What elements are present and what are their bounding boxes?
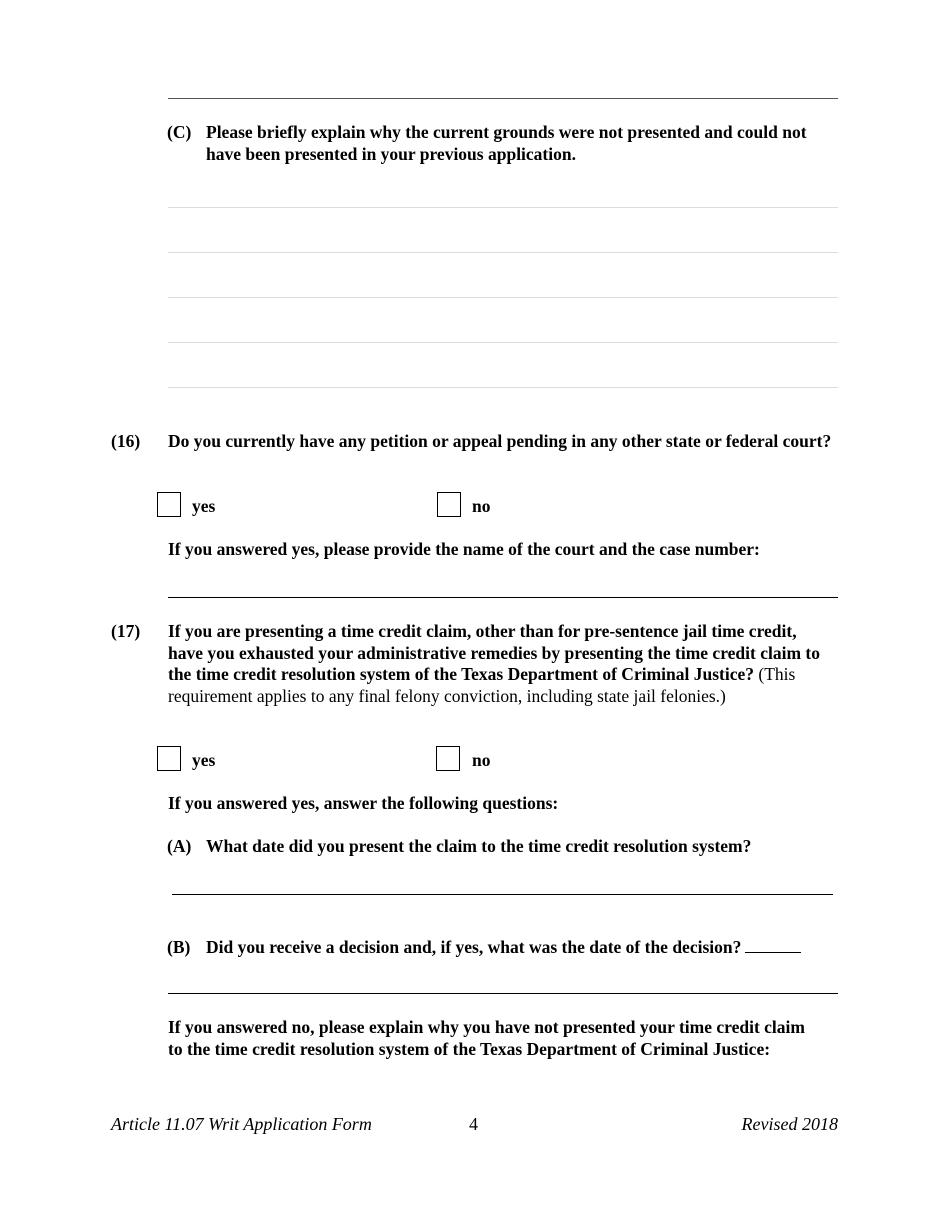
section-c-answer-line[interactable]	[168, 207, 838, 208]
q17-part-b-row	[206, 937, 838, 959]
q16-yes-checkbox[interactable]	[157, 492, 181, 517]
q16-no-label: no	[472, 496, 491, 516]
q17-followup: If you answered yes, answer the following questions:	[168, 793, 559, 813]
q17-part-b-answer-line[interactable]	[168, 993, 838, 994]
section-c-answer-line[interactable]	[168, 387, 838, 388]
q17-question-bold: If you are presenting a time credit claim, other than for pre-sentence jail time credit, have you exhausted your administrative remedies by presenting the time credit claim to the time credit resolution system of the Texas Department of Criminal Justice?	[168, 621, 820, 684]
section-c-answer-line[interactable]	[168, 297, 838, 298]
q17-part-a-answer-line[interactable]	[172, 894, 833, 895]
question-17-number: (17)	[111, 621, 141, 641]
q16-yes-label: yes	[192, 496, 216, 516]
q16-answer-line[interactable]	[168, 597, 838, 598]
question-16-text: Do you currently have any petition or appeal pending in any other state or federal court?	[168, 431, 832, 451]
section-c-question: Please briefly explain why the current grounds were not presented and could not have been presented in your previous application.	[206, 122, 807, 164]
top-answer-line	[168, 98, 838, 99]
q17-no-checkbox[interactable]	[436, 746, 460, 771]
section-c-answer-line[interactable]	[168, 252, 838, 253]
q17-part-b-question: Did you receive a decision and, if yes, what was the date of the decision?	[206, 937, 742, 957]
section-c-letter: (C)	[167, 122, 192, 142]
q17-part-a-letter: (A)	[167, 836, 192, 856]
question-17-text	[168, 621, 828, 707]
q17-no-followup: If you answered no, please explain why you have not presented your time credit claim to the time credit resolution system of the Texas Department of Criminal Justice:	[168, 1017, 805, 1059]
q17-yes-checkbox[interactable]	[157, 746, 181, 771]
q16-no-checkbox[interactable]	[437, 492, 461, 517]
q17-part-b-date-blank[interactable]	[745, 938, 801, 953]
footer-revision: Revised 2018	[741, 1114, 838, 1134]
q17-no-label: no	[472, 750, 491, 770]
question-16-number: (16)	[111, 431, 141, 451]
section-c-answer-line[interactable]	[168, 342, 838, 343]
q17-question-note: (This requirement applies to any final felony conviction, including state jail felonies.)	[168, 664, 796, 706]
footer-page-number: 4	[469, 1114, 478, 1134]
q16-followup: If you answered yes, please provide the name of the court and the case number:	[168, 539, 760, 559]
q17-part-b-letter: (B)	[167, 937, 191, 957]
q17-part-a-question: What date did you present the claim to the time credit resolution system?	[206, 836, 752, 856]
q17-yes-label: yes	[192, 750, 216, 770]
footer-form-name: Article 11.07 Writ Application Form	[111, 1114, 372, 1134]
